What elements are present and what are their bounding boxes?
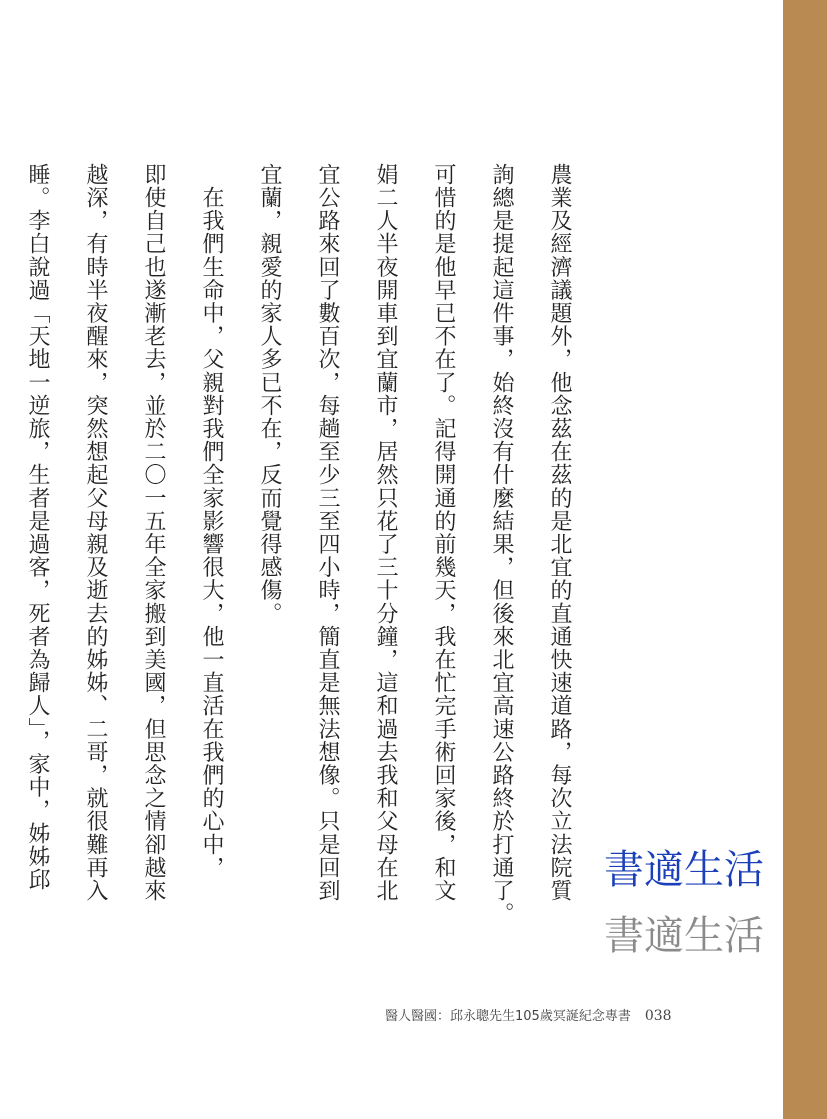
page-footer [385, 1005, 672, 1024]
body-line: 宜公路來回了數百次，每趟至少三至四小時，簡直是無法想像。只是回到 [315, 163, 340, 903]
watermark-gray: 書適生活 [604, 913, 764, 959]
page-number: 038 [644, 1008, 672, 1024]
watermark-blue: 書適生活 [604, 847, 764, 893]
body-line: 越深，有時半夜醒來，突然想起父母親及逝去的姊姊、二哥，就很難再入 [83, 163, 108, 903]
body-line: 娟二人半夜開車到宜蘭市，居然只花了三十分鐘，這和過去我和父母在北 [373, 163, 398, 903]
body-line: 宜蘭，親愛的家人多已不在，反而覺得感傷。 [257, 163, 282, 625]
body-line: 農業及經濟議題外，他念茲在茲的是北宜的直通快速道路，每次立法院質 [547, 163, 572, 903]
body-text [25, 163, 588, 926]
body-line: 可惜的是他早已不在了。記得開通的前幾天，我在忙完手術回家後，和文 [431, 163, 456, 903]
body-line: 即使自己也遂漸老去，並於二〇一五年全家搬到美國，但思念之情卻越來 [141, 163, 166, 903]
body-line: 在我們生命中，父親對我們全家影響很大，他一直活在我們的心中， [199, 163, 224, 880]
side-color-band [783, 0, 827, 1119]
body-line: 詢總是提起這件事，始終沒有什麼結果，但後來北宜高速公路終於打通了。 [489, 163, 514, 926]
book-title: 醫人醫國：邱永聰先生105歲冥誕紀念專書 [385, 1009, 631, 1024]
body-line: 睡。李白說過「天地一逆旅，生者是過客，死者為歸人」，家中，姊姊邱 [25, 163, 50, 892]
